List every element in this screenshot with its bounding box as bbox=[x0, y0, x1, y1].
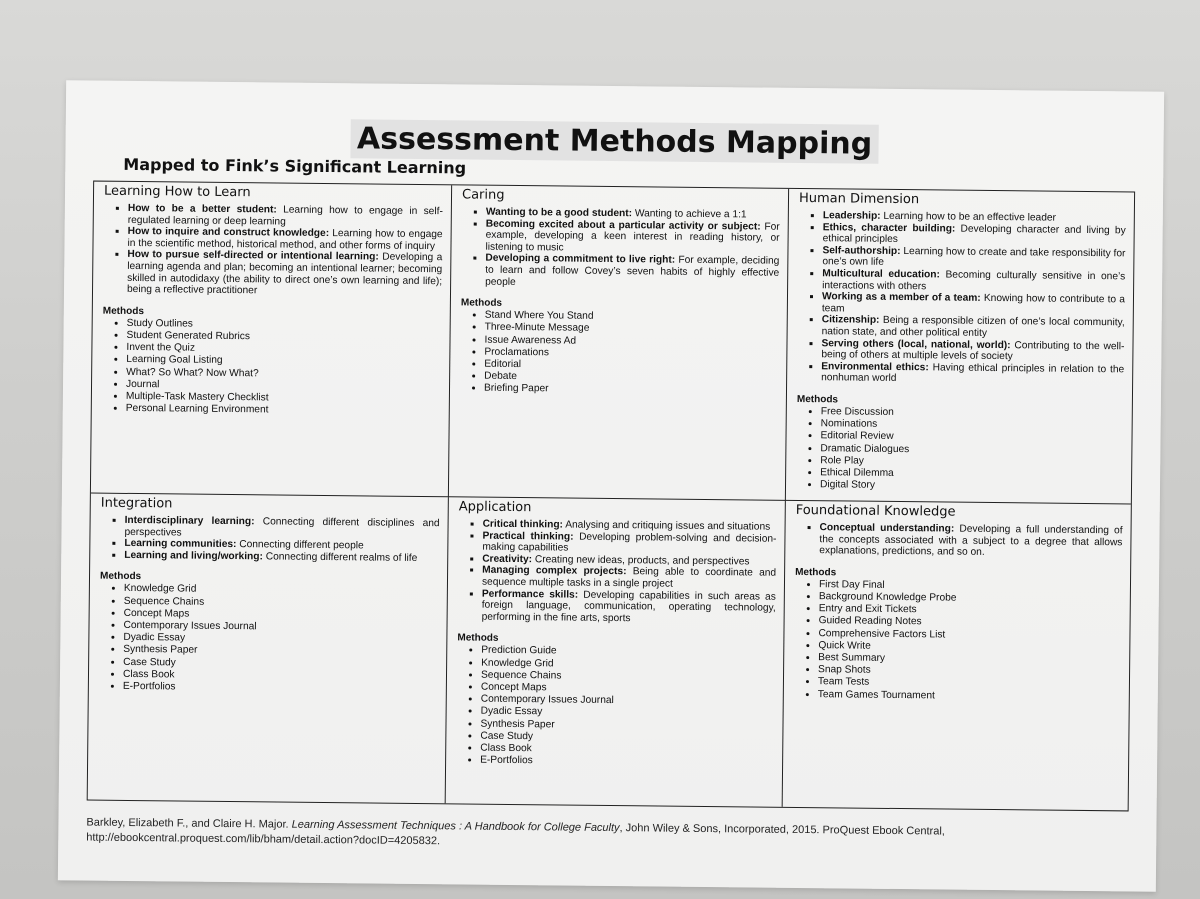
cell-title: Integration bbox=[100, 495, 173, 512]
goal-description: Analysing and critiquing issues and situations bbox=[562, 519, 771, 533]
method-item: • Class Book bbox=[480, 743, 774, 758]
method-item: • Student Generated Rubrics bbox=[126, 330, 441, 346]
goal-description: Being a responsible citizen of one’s local community, nation state, and other political entity bbox=[821, 315, 1125, 339]
citation-url: http://ebookcentral.proquest.com/lib/bham/detail.action?docID=4205832. bbox=[86, 831, 441, 848]
method-item: • Prediction Guide bbox=[481, 645, 775, 660]
method-item: • Sequence Chains bbox=[481, 669, 775, 684]
goal-list bbox=[461, 206, 780, 290]
method-item: • Invent the Quiz bbox=[126, 342, 441, 358]
goal-term: Interdisciplinary learning: bbox=[124, 514, 255, 528]
goal-description: Knowing how to contribute to a team bbox=[821, 293, 1126, 315]
method-item: • Briefing Paper bbox=[484, 383, 778, 398]
goal-item bbox=[821, 338, 1124, 364]
goal-item bbox=[482, 530, 776, 556]
goal-description: Developing problem-solving and decision-making capabilities bbox=[482, 531, 777, 554]
goal-description: Learning how to create and take responsibility for one’s own life bbox=[822, 245, 1126, 269]
cell-foundational-knowledge bbox=[783, 501, 1131, 811]
goal-item bbox=[128, 203, 443, 229]
goal-term: Citizenship: bbox=[821, 314, 880, 327]
method-item: • Knowledge Grid bbox=[481, 657, 775, 672]
goal-term: Practical thinking: bbox=[482, 530, 574, 543]
goal-item bbox=[482, 565, 776, 591]
method-item: • Multiple-Task Mastery Checklist bbox=[126, 391, 441, 407]
cell-title: Application bbox=[458, 499, 532, 516]
method-item: • E-Portfolios bbox=[123, 681, 438, 697]
cell-integration bbox=[88, 494, 449, 804]
methods-list bbox=[794, 579, 1122, 704]
method-item: • Three-Minute Message bbox=[485, 322, 779, 337]
citation-book-title: Learning Assessment Techniques : A Handbook for College Faculty bbox=[291, 818, 620, 835]
goal-item bbox=[127, 226, 442, 252]
goal-description: For example, developing a keen interest in reading history, or listening to music bbox=[485, 221, 780, 254]
goal-description: Developing capabilities in such areas as foreign language, communication, operating technology, performing in the fine arts, sports bbox=[481, 589, 776, 624]
goal-item bbox=[823, 222, 1126, 248]
goal-term: Environmental ethics: bbox=[821, 360, 929, 374]
method-item: • Background Knowledge Probe bbox=[819, 591, 1122, 606]
goal-item bbox=[124, 515, 439, 541]
page-title: Assessment Methods Mapping bbox=[351, 119, 879, 164]
method-item: • Contemporary Issues Journal bbox=[123, 620, 438, 636]
method-item: • Editorial bbox=[484, 359, 778, 374]
methods-heading: Methods bbox=[457, 632, 499, 645]
methods-list bbox=[460, 310, 779, 399]
method-item: • Comprehensive Factors List bbox=[818, 628, 1121, 643]
method-item: • First Day Final bbox=[819, 579, 1122, 594]
methods-list bbox=[102, 317, 442, 418]
method-item: • Dyadic Essay bbox=[123, 632, 438, 648]
goal-term: Learning and living/working: bbox=[124, 549, 263, 563]
goal-description: For example, deciding to learn and follow Covey’s seven habits of highly effective people bbox=[485, 255, 780, 288]
method-item: • Editorial Review bbox=[820, 431, 1123, 446]
goal-term: Wanting to be a good student: bbox=[485, 206, 633, 220]
goal-description: Being able to coordinate and sequence multiple tasks in a single project bbox=[481, 566, 777, 590]
method-item: • Synthesis Paper bbox=[480, 718, 774, 733]
method-item: • Team Games Tournament bbox=[818, 689, 1121, 704]
methods-heading: Methods bbox=[796, 393, 839, 406]
methods-heading: Methods bbox=[460, 297, 503, 310]
goal-description: Contributing to the well-being of others at multiple levels of society bbox=[821, 339, 1125, 363]
cell-title: Learning How to Learn bbox=[103, 183, 251, 201]
goal-description: Developing a learning agenda and plan; becoming an intentional learner; becoming skilled in autodidaxy (the ability to direct one’s own learning and life); being a reflective practitioner bbox=[126, 251, 443, 297]
methods-heading: Methods bbox=[99, 571, 142, 583]
goal-term: Becoming excited about a particular activity or subject: bbox=[485, 218, 761, 233]
method-item: • Issue Awareness Ad bbox=[484, 334, 778, 349]
goal-term: Performance skills: bbox=[481, 588, 579, 601]
goal-item bbox=[822, 245, 1125, 271]
method-item: • Dramatic Dialogues bbox=[820, 443, 1123, 458]
goal-list bbox=[797, 210, 1126, 387]
cell-learning-how-to-learn bbox=[91, 182, 452, 498]
goal-item bbox=[822, 268, 1125, 294]
cell-title: Caring bbox=[461, 187, 505, 203]
printed-sheet bbox=[58, 80, 1164, 891]
goal-item bbox=[822, 291, 1125, 317]
methods-list bbox=[99, 583, 439, 696]
method-item: • What? So What? Now What? bbox=[126, 366, 441, 382]
citation-authors: Barkley, Elizabeth F., and Claire H. Major. bbox=[86, 816, 292, 831]
method-item: • Stand Where You Stand bbox=[485, 310, 779, 325]
goal-term: Serving others (local, national, world): bbox=[821, 337, 1011, 351]
goal-description: Connecting different disciplines and perspectives bbox=[124, 516, 440, 539]
methods-heading: Methods bbox=[102, 305, 144, 317]
method-item: • Nominations bbox=[821, 418, 1124, 433]
goal-item bbox=[485, 253, 779, 291]
citation-publisher: , John Wiley & Sons, Incorporated, 2015. ProQuest Ebook Central, bbox=[619, 822, 945, 838]
goal-term: Managing complex projects: bbox=[482, 565, 627, 578]
method-item: • Case Study bbox=[480, 730, 774, 745]
method-item: • Digital Story bbox=[820, 479, 1123, 494]
methods-heading: Methods bbox=[795, 566, 837, 579]
goal-description: Developing character and living by ethical principles bbox=[822, 223, 1126, 246]
method-item: • Quick Write bbox=[818, 640, 1121, 655]
method-item: • Class Book bbox=[123, 669, 438, 685]
method-item: • Case Study bbox=[123, 656, 438, 672]
goal-description: Having ethical principles in relation to the nonhuman world bbox=[821, 362, 1125, 385]
goal-item bbox=[822, 315, 1125, 341]
method-item: • Guided Reading Notes bbox=[819, 616, 1122, 631]
goal-description: Wanting to achieve a 1:1 bbox=[631, 208, 747, 221]
goal-term: How to inquire and construct knowledge: bbox=[127, 226, 330, 240]
method-item: • Ethical Dilemma bbox=[820, 467, 1123, 482]
page-subtitle: Mapped to Fink’s Significant Learning bbox=[123, 154, 467, 178]
method-item: • Debate bbox=[484, 371, 778, 386]
method-item: • Concept Maps bbox=[124, 608, 439, 624]
goal-description: Connecting different realms of life bbox=[262, 551, 418, 564]
goal-item bbox=[127, 249, 442, 299]
method-item: • Personal Learning Environment bbox=[126, 403, 441, 419]
goal-item bbox=[124, 550, 439, 565]
goal-term: Self-authorship: bbox=[822, 244, 901, 257]
goal-term: Learning communities: bbox=[124, 538, 237, 551]
goal-term: Developing a commitment to live right: bbox=[485, 253, 676, 267]
goal-description: Learning how to engage in the scientific method, historical method, and other forms of inquiry bbox=[127, 228, 443, 252]
goal-item bbox=[482, 588, 776, 626]
goal-description: Connecting different people bbox=[236, 539, 364, 552]
method-item: • E-Portfolios bbox=[480, 755, 774, 770]
method-item: • Study Outlines bbox=[127, 318, 442, 334]
methods-list bbox=[796, 406, 1124, 495]
method-item: • Proclamations bbox=[484, 346, 778, 361]
goal-description: Creating new ideas, products, and perspectives bbox=[531, 553, 750, 568]
method-item: • Role Play bbox=[820, 455, 1123, 470]
method-item: • Free Discussion bbox=[821, 406, 1124, 421]
goal-list bbox=[795, 522, 1122, 560]
method-item: • Learning Goal Listing bbox=[126, 354, 441, 370]
method-item: • Sequence Chains bbox=[124, 595, 439, 611]
goal-term: Creativity: bbox=[482, 553, 533, 565]
method-item: • Journal bbox=[126, 379, 441, 395]
mapping-grid bbox=[87, 181, 1135, 812]
method-item: • Best Summary bbox=[818, 652, 1121, 667]
method-item: • Snap Shots bbox=[818, 664, 1121, 679]
cell-human-dimension bbox=[786, 189, 1134, 505]
cell-title: Foundational Knowledge bbox=[795, 502, 956, 520]
goal-term: Conceptual understanding: bbox=[819, 522, 955, 535]
goal-item bbox=[485, 218, 779, 256]
goal-description: Developing a full understanding of the concepts associated with a subject to a degree that allows explanations, predictions, and so on. bbox=[819, 523, 1123, 559]
methods-list bbox=[456, 645, 775, 770]
method-item: • Synthesis Paper bbox=[123, 644, 438, 660]
goal-description: Becoming culturally sensitive in one’s interactions with others bbox=[822, 269, 1126, 292]
method-item: • Knowledge Grid bbox=[124, 583, 439, 599]
goal-item bbox=[821, 361, 1124, 387]
goal-term: Leadership: bbox=[822, 210, 881, 222]
cell-title: Human Dimension bbox=[798, 190, 920, 208]
goal-term: Critical thinking: bbox=[482, 518, 564, 531]
cell-application bbox=[446, 497, 786, 807]
method-item: • Contemporary Issues Journal bbox=[481, 694, 775, 709]
goal-list bbox=[458, 518, 777, 626]
method-item: • Concept Maps bbox=[481, 682, 775, 697]
goal-description: Learning how to be an effective leader bbox=[880, 210, 1057, 224]
citation bbox=[86, 816, 1126, 857]
goal-term: Working as a member of a team: bbox=[821, 291, 981, 305]
goal-list bbox=[100, 515, 439, 565]
method-item: • Team Tests bbox=[818, 677, 1121, 692]
goal-list bbox=[103, 203, 443, 299]
method-item: • Dyadic Essay bbox=[481, 706, 775, 721]
cell-caring bbox=[449, 185, 789, 501]
method-item: • Entry and Exit Tickets bbox=[819, 603, 1122, 618]
goal-item bbox=[819, 522, 1122, 560]
goal-term: How to pursue self-directed or intentional learning: bbox=[127, 249, 379, 263]
goal-term: Ethics, character building: bbox=[822, 221, 956, 235]
goal-term: How to be a better student: bbox=[127, 202, 277, 216]
goal-description: Learning how to engage in self-regulated learning or deep learning bbox=[127, 204, 443, 228]
goal-term: Multicultural education: bbox=[822, 268, 940, 281]
